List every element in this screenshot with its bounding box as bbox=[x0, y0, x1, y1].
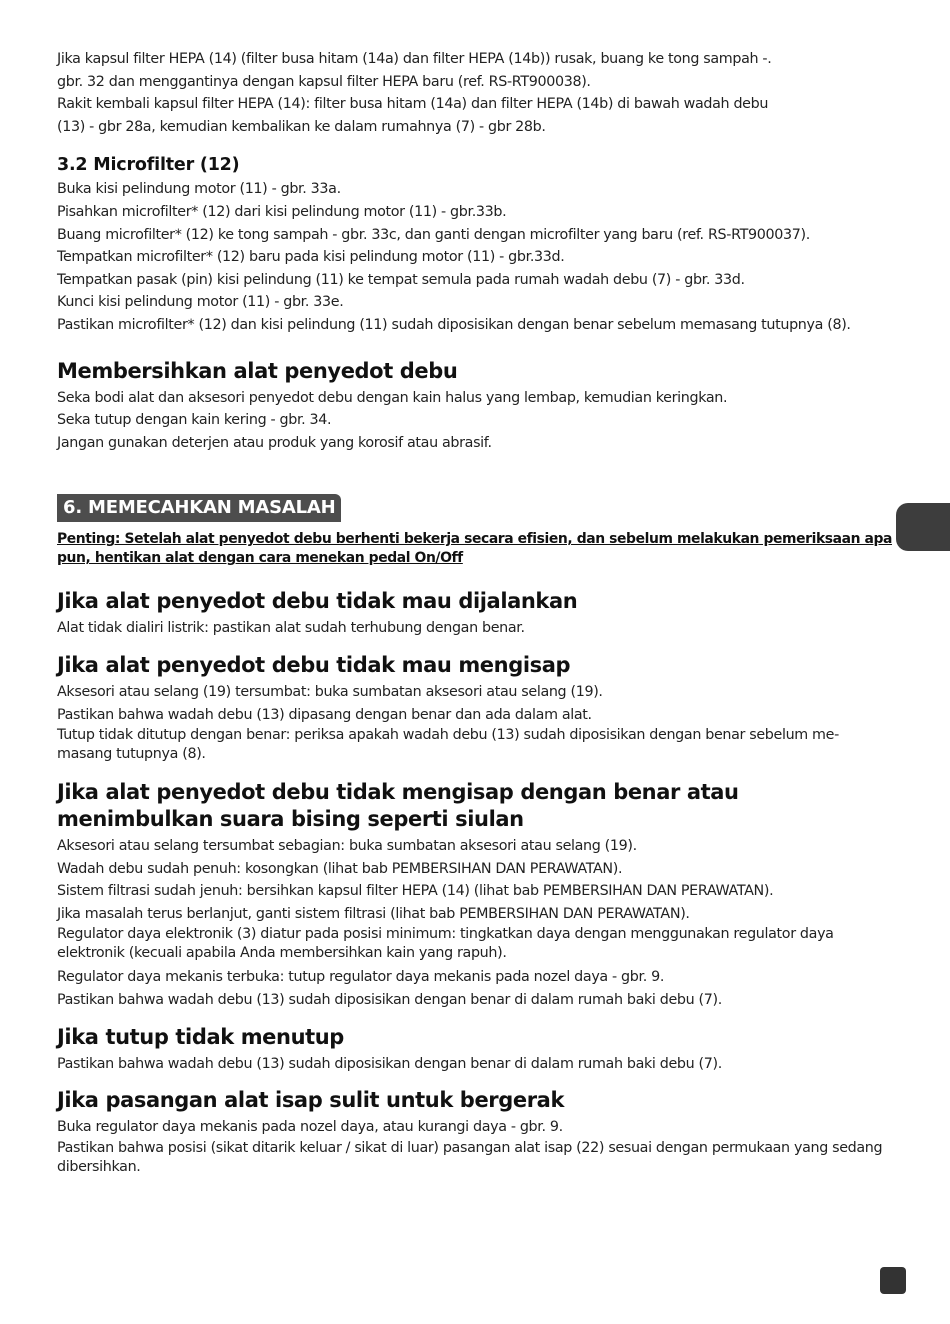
body-line: Alat tidak dialiri listrik: pastikan alat sudah terhubung dengan benar. bbox=[57, 620, 525, 637]
body-line: Aksesori atau selang (19) tersumbat: buka sumbatan aksesori atau selang (19). bbox=[57, 683, 603, 700]
microfilter-section bbox=[57, 154, 893, 336]
body-line: Regulator daya mekanis terbuka: tutup regulator daya mekanis pada nozel daya - gbr. 9. bbox=[57, 969, 665, 986]
section-heading: Jika tutup tidak menutup bbox=[57, 1024, 344, 1049]
body-line: Sistem filtrasi sudah jenuh: bersihkan kapsul filter HEPA (14) (lihat bab PEMBERSIHAN DAN PERAWATAN). bbox=[57, 883, 774, 900]
body-line: gbr. 32 dan menggantinya dengan kapsul filter HEPA baru (ref. RS-RT900038). bbox=[57, 73, 591, 90]
body-line: (13) - gbr 28a, kemudian kembalikan ke dalam rumahnya (7) - gbr 28b. bbox=[57, 118, 546, 135]
cleaning-section bbox=[57, 358, 893, 455]
page-number-marker bbox=[880, 1267, 906, 1294]
body-paragraph: Regulator daya elektronik (3) diatur pada posisi minimum: tingkatkan daya dengan menggunakan regulator daya elektronik (kecuali apabila Anda membersihkan kain yang rapuh). bbox=[57, 926, 834, 962]
body-line: Pastikan bahwa wadah debu (13) sudah diposisikan dengan benar di dalam rumah baki debu (7). bbox=[57, 992, 722, 1009]
body-paragraph: Tutup tidak ditutup dengan benar: periksa apakah wadah debu (13) sudah diposisikan dengan benar sebelum me-masang tutupnya (8). bbox=[57, 727, 839, 763]
intro-section bbox=[57, 48, 893, 138]
section-heading: Jika alat penyedot debu tidak mau mengisap bbox=[57, 652, 571, 677]
body-line: Pastikan microfilter* (12) dan kisi pelindung (11) sudah diposisikan dengan benar sebelum memasang tutupnya (8). bbox=[57, 316, 851, 333]
section-heading: Jika pasangan alat isap sulit untuk bergerak bbox=[57, 1088, 565, 1113]
body-line: Jika masalah terus berlanjut, ganti sistem filtrasi (lihat bab PEMBERSIHAN DAN PERAWATAN). bbox=[57, 905, 690, 922]
body-line: Pisahkan microfilter* (12) dari kisi pelindung motor (11) - gbr.33b. bbox=[57, 203, 507, 220]
section-heading: Jika alat penyedot debu tidak mau dijalankan bbox=[57, 589, 578, 614]
document-page bbox=[57, 48, 893, 1180]
body-line: Jika kapsul filter HEPA (14) (filter busa hitam (14a) dan filter HEPA (14b)) rusak, buang ke tong sampah -. bbox=[57, 51, 772, 67]
important-note: Penting: Setelah alat penyedot debu berhenti bekerja secara efisien, dan sebelum melakukan pemeriksaan apa pun, hentikan alat dengan cara menekan pedal On/Off bbox=[57, 531, 893, 567]
cleaning-heading: Membersihkan alat penyedot debu bbox=[57, 358, 458, 383]
chapter-tab-marker bbox=[896, 503, 950, 551]
body-line: Pastikan bahwa wadah debu (13) dipasang dengan benar dan ada dalam alat. bbox=[57, 706, 592, 723]
body-line: Seka bodi alat dan aksesori penyedot debu dengan kain halus yang lembap, kemudian keringkan. bbox=[57, 389, 728, 406]
body-line: Wadah debu sudah penuh: kosongkan (lihat bab PEMBERSIHAN DAN PERAWATAN). bbox=[57, 860, 623, 877]
microfilter-heading: 3.2 Microfilter (12) bbox=[57, 155, 240, 176]
troubleshooting-section bbox=[57, 494, 893, 1177]
section-heading: Jika alat penyedot debu tidak mengisap dengan benar atau menimbulkan suara bising seperti siulan bbox=[57, 780, 739, 832]
body-line: Tempatkan microfilter* (12) baru pada kisi pelindung motor (11) - gbr.33d. bbox=[57, 249, 565, 266]
body-line: Pastikan bahwa wadah debu (13) sudah diposisikan dengan benar di dalam rumah baki debu (7). bbox=[57, 1055, 722, 1072]
body-line: Kunci kisi pelindung motor (11) - gbr. 33e. bbox=[57, 294, 344, 311]
body-line: Seka tutup dengan kain kering - gbr. 34. bbox=[57, 412, 332, 429]
body-line: Aksesori atau selang tersumbat sebagian: buka sumbatan aksesori atau selang (19). bbox=[57, 838, 637, 855]
body-line: Rakit kembali kapsul filter HEPA (14): filter busa hitam (14a) dan filter HEPA (14b) di bawah wadah debu bbox=[57, 96, 769, 113]
body-line: Tempatkan pasak (pin) kisi pelindung (11) ke tempat semula pada rumah wadah debu (7) - gbr. 33d. bbox=[57, 271, 745, 288]
body-line: Buka regulator daya mekanis pada nozel daya, atau kurangi daya - gbr. 9. bbox=[57, 1119, 563, 1136]
body-line: Jangan gunakan deterjen atau produk yang korosif atau abrasif. bbox=[57, 434, 492, 451]
body-paragraph: Pastikan bahwa posisi (sikat ditarik keluar / sikat di luar) pasangan alat isap (22) sesuai dengan permukaan yang sedang dibersihkan. bbox=[57, 1139, 883, 1175]
body-line: Buang microfilter* (12) ke tong sampah - gbr. 33c, dan ganti dengan microfilter yang baru (ref. RS-RT900037). bbox=[57, 226, 810, 243]
chapter-title: 6. MEMECAHKAN MASALAH bbox=[57, 494, 341, 522]
body-line: Buka kisi pelindung motor (11) - gbr. 33a. bbox=[57, 181, 341, 198]
